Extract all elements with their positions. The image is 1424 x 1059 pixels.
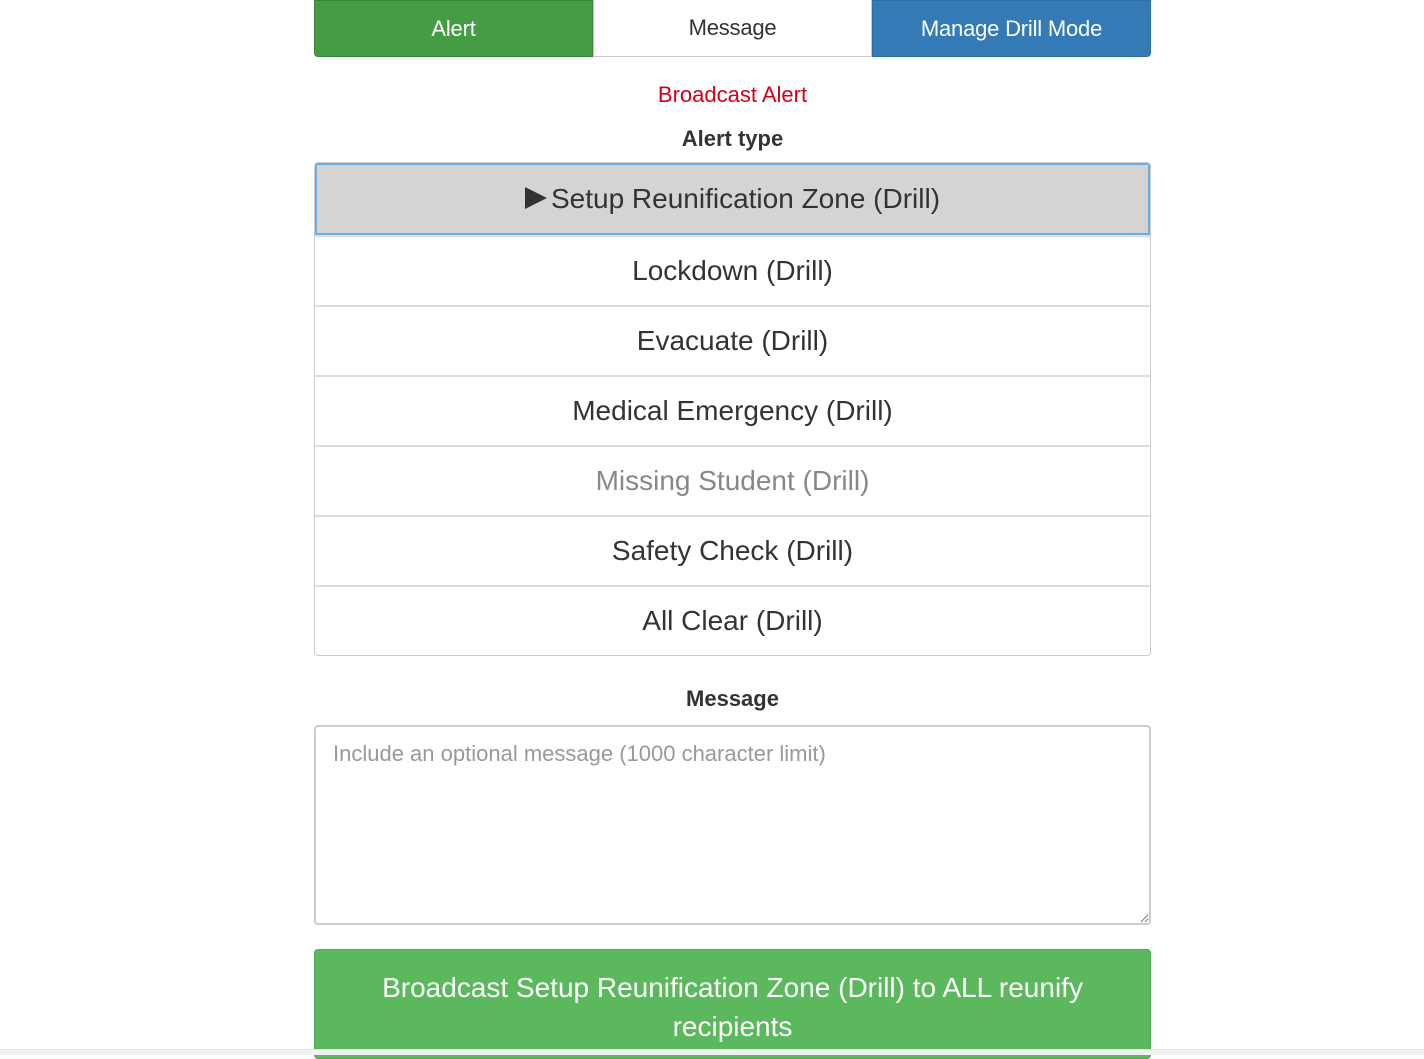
alert-option-label: Setup Reunification Zone (Drill) bbox=[550, 183, 941, 214]
page-bottom-divider bbox=[0, 1049, 1424, 1055]
alert-panel bbox=[314, 0, 1151, 1059]
alert-option-label: Evacuate (Drill) bbox=[636, 325, 829, 356]
tab-bar bbox=[314, 0, 1151, 57]
alert-option-safety-check[interactable] bbox=[315, 515, 1150, 585]
page-subtitle: Broadcast Alert bbox=[657, 82, 808, 107]
alert-option-label: Medical Emergency (Drill) bbox=[572, 395, 893, 426]
play-icon bbox=[525, 187, 547, 209]
alert-option-missing-student[interactable] bbox=[315, 445, 1150, 515]
alert-option-setup-reunification-zone[interactable] bbox=[315, 163, 1150, 235]
alert-type-list bbox=[314, 162, 1151, 656]
alert-option-evacuate[interactable] bbox=[315, 305, 1150, 375]
message-label: Message bbox=[686, 686, 779, 711]
alert-type-label: Alert type bbox=[681, 126, 784, 151]
tab-alert[interactable]: Alert bbox=[314, 0, 593, 57]
alert-option-label: All Clear (Drill) bbox=[642, 605, 823, 636]
tab-message[interactable]: Message bbox=[593, 0, 872, 57]
broadcast-button[interactable]: Broadcast Setup Reunification Zone (Drill) to ALL reunify recipients bbox=[314, 949, 1151, 1059]
message-textarea[interactable] bbox=[314, 725, 1151, 925]
alert-option-label: Missing Student (Drill) bbox=[595, 465, 870, 496]
alert-option-label: Safety Check (Drill) bbox=[611, 535, 854, 566]
alert-option-all-clear[interactable] bbox=[315, 585, 1150, 655]
alert-option-medical-emergency[interactable] bbox=[315, 375, 1150, 445]
alert-option-lockdown[interactable] bbox=[315, 235, 1150, 305]
alert-option-label: Lockdown (Drill) bbox=[632, 255, 833, 286]
tab-manage-drill-mode[interactable]: Manage Drill Mode bbox=[872, 0, 1151, 57]
